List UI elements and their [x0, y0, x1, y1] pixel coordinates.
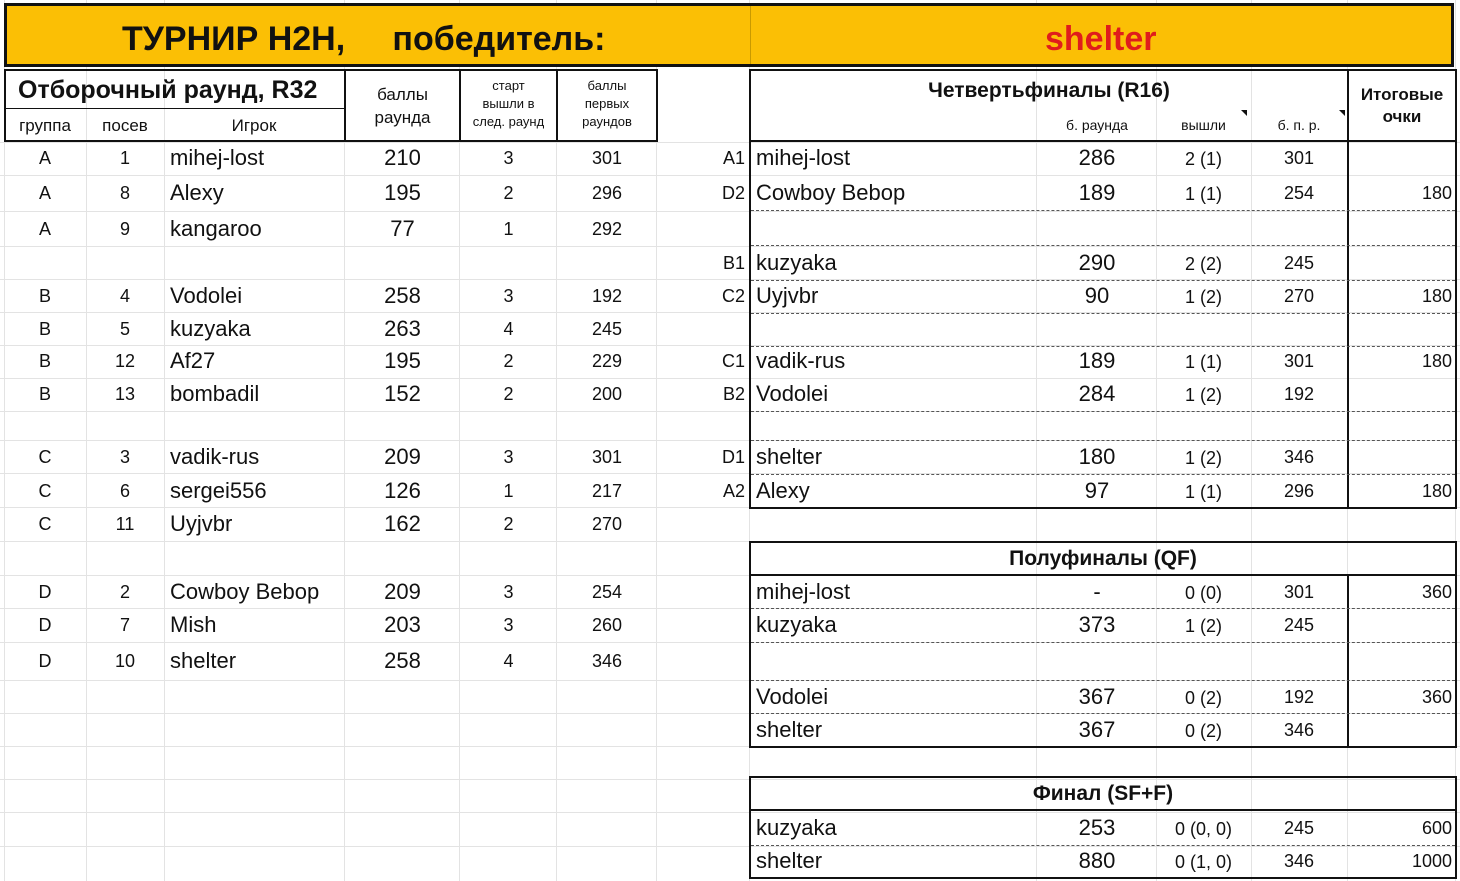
bracket-points-cell: 284 [1078, 381, 1116, 406]
bracket-separator [751, 608, 1455, 609]
tournament-title: ТУРНИР H2H, победитель: [122, 20, 606, 58]
bracket-first-cell: 301 [1283, 148, 1315, 168]
bracket-points-cell: 90 [1084, 283, 1110, 308]
comment-marker-icon [1339, 110, 1345, 116]
total-heading-2: очки [1382, 107, 1422, 126]
col-round-points-1: баллы [377, 85, 428, 104]
group-cell: D [38, 582, 52, 602]
bracket-player-cell: Uyjvbr [756, 283, 819, 308]
bracket-first-cell: 192 [1283, 687, 1315, 707]
bracket-seed-cell: B2 [722, 384, 745, 404]
bracket-separator [751, 280, 1455, 281]
bracket-first-cell: 245 [1283, 253, 1315, 273]
col-player: Игрок [231, 116, 277, 135]
seed-cell: 6 [119, 481, 130, 501]
group-cell: D [38, 651, 52, 671]
seed-cell: 13 [114, 384, 136, 404]
advanced-cell: 3 [503, 148, 514, 168]
group-cell: D [38, 615, 52, 635]
bracket-separator [751, 411, 1455, 412]
bracket-points-cell: 180 [1078, 444, 1116, 469]
col-group: группа [19, 116, 71, 135]
bracket-advanced-cell: 2 (2) [1184, 254, 1222, 274]
winner-name: shelter [1045, 20, 1157, 58]
bracket-seed-cell: A2 [722, 481, 745, 501]
round-points-cell: 195 [384, 348, 421, 373]
player-cell: vadik-rus [170, 444, 260, 469]
group-cell: C [38, 481, 52, 501]
col-first-rounds-3: раундов [582, 114, 632, 129]
player-cell: Af27 [170, 348, 216, 373]
player-cell: Uyjvbr [170, 511, 233, 536]
seed-cell: 5 [119, 319, 130, 339]
bracket-advanced-cell: 1 (2) [1184, 287, 1222, 307]
comment-marker-icon [1241, 110, 1247, 116]
bracket-player-cell: Vodolei [756, 684, 829, 709]
bracket-seed-cell: A1 [722, 148, 745, 168]
bracket-player-cell: Cowboy Bebop [756, 180, 906, 205]
group-cell: C [38, 447, 52, 467]
bracket-player-cell: kuzyaka [756, 815, 837, 840]
total-heading-1: Итоговые [1360, 85, 1444, 104]
first-rounds-cell: 217 [591, 481, 623, 501]
bracket-points-cell: 189 [1078, 180, 1116, 205]
bracket-total-cell: 1000 [1411, 851, 1452, 871]
bracket-player-cell: shelter [756, 848, 823, 873]
bracket-first-cell: 346 [1283, 851, 1315, 871]
qf-col-round: б. раунда [1066, 117, 1128, 133]
seed-cell: 1 [119, 148, 130, 168]
advanced-cell: 3 [503, 447, 514, 467]
player-cell: Cowboy Bebop [170, 579, 320, 604]
group-cell: B [38, 351, 51, 371]
advanced-cell: 3 [503, 582, 514, 602]
bracket-points-cell: 290 [1078, 250, 1116, 275]
group-cell: B [38, 286, 51, 306]
bracket-seed-cell: D1 [721, 447, 745, 467]
advanced-cell: 2 [503, 514, 514, 534]
col-seed: посев [102, 116, 148, 135]
bracket-player-cell: kuzyaka [756, 612, 837, 637]
col-advanced-3: след. раунд [472, 114, 545, 129]
col-first-rounds-1: баллы [587, 78, 627, 93]
player-cell: shelter [170, 648, 237, 673]
round-points-cell: 210 [384, 145, 421, 170]
advanced-cell: 2 [503, 384, 514, 404]
round-points-cell: 77 [390, 216, 415, 241]
player-cell: bombadil [170, 381, 260, 406]
seed-cell: 4 [119, 286, 130, 306]
col-advanced-1: старт [492, 78, 525, 93]
seed-cell: 9 [119, 219, 130, 239]
round-points-cell: 263 [384, 316, 421, 341]
bracket-first-cell: 192 [1283, 384, 1315, 404]
bracket-separator [751, 440, 1455, 441]
group-cell: A [38, 148, 51, 168]
bracket-points-cell: 189 [1078, 348, 1116, 373]
group-cell: B [38, 319, 51, 339]
seed-cell: 10 [114, 651, 136, 671]
round-points-cell: 126 [384, 478, 421, 503]
player-cell: mihej-lost [170, 145, 265, 170]
seed-cell: 3 [119, 447, 130, 467]
bracket-advanced-cell: 0 (2) [1184, 721, 1222, 741]
advanced-cell: 2 [503, 351, 514, 371]
qf-col-first: б. п. р. [1277, 117, 1321, 133]
tournament-banner [4, 3, 1454, 67]
bracket-first-cell: 254 [1283, 183, 1315, 203]
group-cell: B [38, 384, 51, 404]
bracket-points-cell: 97 [1084, 478, 1110, 503]
first-rounds-cell: 270 [591, 514, 623, 534]
first-rounds-cell: 301 [591, 148, 623, 168]
col-round-points-2: раунда [374, 108, 431, 127]
first-rounds-cell: 192 [591, 286, 623, 306]
final-heading: Финал (SF+F) [1032, 782, 1174, 805]
first-rounds-cell: 200 [591, 384, 623, 404]
bracket-advanced-cell: 0 (1, 0) [1174, 852, 1233, 872]
bracket-seed-cell: C1 [721, 351, 745, 371]
bracket-total-cell: 360 [1421, 582, 1452, 602]
advanced-cell: 4 [503, 319, 514, 339]
bracket-advanced-cell: 1 (2) [1184, 616, 1222, 636]
player-cell: Vodolei [170, 283, 243, 308]
bracket-total-cell: 600 [1421, 818, 1452, 838]
bracket-first-cell: 346 [1283, 447, 1315, 467]
quarterfinals-heading: Четвертьфиналы (R16) [928, 79, 1170, 102]
bracket-first-cell: 296 [1283, 481, 1315, 501]
bracket-total-cell: 180 [1421, 351, 1452, 371]
bracket-total-cell: 360 [1421, 687, 1452, 707]
bracket-seed-cell: B1 [722, 253, 745, 273]
first-rounds-cell: 254 [591, 582, 623, 602]
bracket-first-cell: 346 [1283, 720, 1315, 740]
first-rounds-cell: 296 [591, 183, 623, 203]
round-points-cell: 152 [384, 381, 421, 406]
first-rounds-cell: 260 [591, 615, 623, 635]
round-points-cell: 195 [384, 180, 421, 205]
bracket-player-cell: vadik-rus [756, 348, 846, 373]
bracket-player-cell: mihej-lost [756, 579, 851, 604]
seed-cell: 11 [115, 514, 135, 534]
qf-col-advanced: вышли [1181, 117, 1226, 133]
bracket-player-cell: shelter [756, 444, 823, 469]
bracket-separator [751, 346, 1455, 347]
bracket-player-cell: Vodolei [756, 381, 829, 406]
advanced-cell: 1 [503, 481, 514, 501]
bracket-separator [751, 210, 1455, 211]
bracket-points-cell: 367 [1078, 684, 1116, 709]
round-points-cell: 209 [384, 579, 421, 604]
qualifying-heading: Отборочный раунд, R32 [18, 76, 318, 104]
round-points-cell: 203 [384, 612, 421, 637]
round-points-cell: 162 [384, 511, 421, 536]
bracket-advanced-cell: 0 (0) [1184, 583, 1222, 603]
bracket-advanced-cell: 1 (1) [1184, 482, 1222, 502]
first-rounds-cell: 301 [591, 447, 623, 467]
bracket-player-cell: Alexy [756, 478, 810, 503]
bracket-separator [751, 474, 1455, 475]
bracket-player-cell: mihej-lost [756, 145, 851, 170]
seed-cell: 8 [119, 183, 130, 203]
advanced-cell: 4 [503, 651, 514, 671]
round-points-cell: 209 [384, 444, 421, 469]
bracket-first-cell: 245 [1283, 615, 1315, 635]
bracket-total-cell: 180 [1421, 183, 1452, 203]
bracket-seed-cell: D2 [721, 183, 745, 203]
bracket-seed-cell: C2 [721, 286, 745, 306]
advanced-cell: 2 [503, 183, 514, 203]
bracket-separator [751, 845, 1455, 846]
player-cell: kuzyaka [170, 316, 251, 341]
banner-divider [750, 6, 751, 64]
bracket-total-cell: 180 [1421, 286, 1452, 306]
bracket-separator [751, 313, 1455, 314]
bracket-first-cell: 301 [1283, 351, 1315, 371]
col-advanced-2: вышли в [482, 96, 535, 111]
group-cell: A [38, 183, 51, 203]
player-cell: kangaroo [170, 216, 262, 241]
seed-cell: 7 [119, 615, 130, 635]
bracket-advanced-cell: 0 (0, 0) [1174, 819, 1233, 839]
bracket-advanced-cell: 1 (1) [1184, 184, 1222, 204]
bracket-player-cell: shelter [756, 717, 823, 742]
semifinals-heading: Полуфиналы (QF) [1009, 547, 1197, 570]
bracket-separator [751, 680, 1455, 681]
round-points-cell: 258 [384, 648, 421, 673]
bracket-advanced-cell: 0 (2) [1184, 688, 1222, 708]
bracket-separator [751, 245, 1455, 246]
advanced-cell: 3 [503, 286, 514, 306]
bracket-advanced-cell: 1 (2) [1184, 448, 1222, 468]
bracket-separator [751, 713, 1455, 714]
bracket-points-cell: 286 [1078, 145, 1116, 170]
advanced-cell: 3 [503, 615, 514, 635]
player-cell: sergei556 [170, 478, 267, 503]
group-cell: C [38, 514, 52, 534]
col-first-rounds-2: первых [584, 96, 630, 111]
bracket-advanced-cell: 2 (1) [1184, 149, 1222, 169]
group-cell: A [38, 219, 51, 239]
first-rounds-cell: 346 [591, 651, 623, 671]
bracket-points-cell: 253 [1078, 815, 1116, 840]
bracket-first-cell: 270 [1283, 286, 1315, 306]
bracket-points-cell: 880 [1078, 848, 1116, 873]
bracket-advanced-cell: 1 (2) [1184, 385, 1222, 405]
first-rounds-cell: 292 [591, 219, 623, 239]
first-rounds-cell: 229 [591, 351, 623, 371]
player-cell: Mish [170, 612, 217, 637]
player-cell: Alexy [170, 180, 224, 205]
bracket-separator [751, 642, 1455, 643]
bracket-points-cell: 367 [1078, 717, 1116, 742]
bracket-points-cell: 373 [1078, 612, 1116, 637]
bracket-total-cell: 180 [1421, 481, 1452, 501]
bracket-first-cell: 301 [1283, 582, 1315, 602]
first-rounds-cell: 245 [591, 319, 623, 339]
round-points-cell: 258 [384, 283, 421, 308]
seed-cell: 2 [119, 582, 130, 602]
bracket-first-cell: 245 [1283, 818, 1315, 838]
bracket-points-cell: - [1093, 579, 1101, 604]
bracket-advanced-cell: 1 (1) [1184, 352, 1222, 372]
advanced-cell: 1 [503, 219, 514, 239]
seed-cell: 12 [114, 351, 136, 371]
bracket-player-cell: kuzyaka [756, 250, 837, 275]
